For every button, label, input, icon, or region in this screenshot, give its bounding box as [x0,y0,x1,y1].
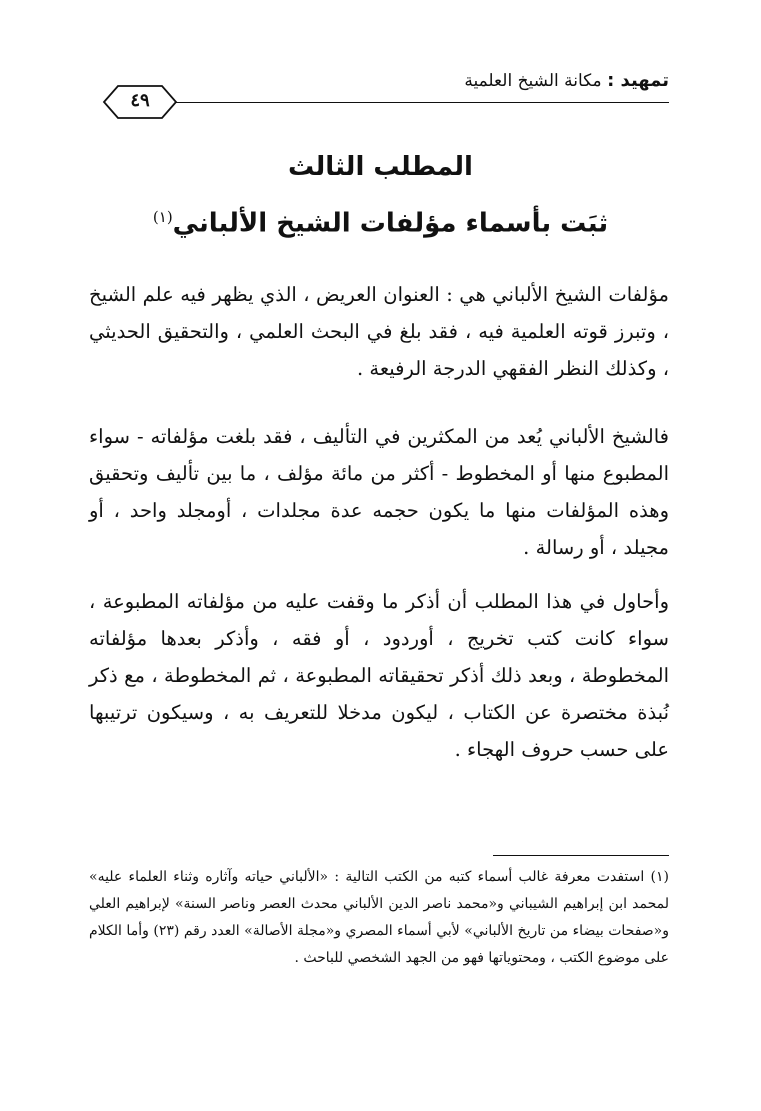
section-title: المطلب الثالث [288,152,473,182]
page-number-frame [100,84,180,120]
paragraph-2: فالشيخ الألباني يُعد من المكثرين في التأليف ، فقد بلغت مؤلفاته - سواء المطبوع منها أو المخطوط - أكثر من مائة مؤلف ، ما بين تأليف وتحقيق وهذه المؤلفات منها ما يكون حجمه عدة مجلدات ، أومجلد واحد ، أو مجيلد ، أو رسالة . [89,425,669,559]
header-section-label: تمهيد : [607,70,669,91]
subtitle-text: ثبَت بأسماء مؤلفات الشيخ الألباني [172,208,609,239]
page-number: ٤٩ [130,90,150,111]
header-rule [170,102,669,103]
footnote-1: (١) استفدت معرفة غالب أسماء كتبه من الكتب التالية : «الألباني حياته وآثاره وثناء العلماء عليه» لمحمد ابن إبراهيم الشيباني و«محمد ناصر الدين الألباني محدث العصر وناصر السنة» لإبراهيم العلي و«صفحات بيضاء من تاريخ الألباني» لأبي أسماء المصري و«مجلة الأصالة» العدد رقم (٢٣) وأما الكلام على موضوع الكتب ، ومحتوياتها فهو من الجهد الشخصي للباحث . [89,869,670,966]
running-header [464,70,669,91]
footnote-reference: (١) [152,208,173,226]
paragraph-3: وأحاول في هذا المطلب أن أذكر ما وقفت عليه من مؤلفاته المطبوعة ، سواء كانت كتب تخريج ، أوردود ، أو فقه ، وأذكر بعدها مؤلفاته المخطوطة ، وبعد ذلك أذكر تحقيقاته المطبوعة ، ثم المخطوطة ، مع ذكر نُبذة مختصرة عن الكتاب ، ليكون مدخلا للتعريف به ، وسيكون ترتيبها على حسب حروف الهجاء . [89,590,669,761]
header-section-title: مكانة الشيخ العلمية [464,71,602,91]
section-subtitle [0,208,761,239]
paragraph-1: مؤلفات الشيخ الألباني هي : العنوان العريض ، الذي يظهر فيه علم الشيخ ، وتبرز قوته العلمية فيه ، فقد بلغ في البحث العلمي ، والتحقيق الحديثي ، وكذلك النظر الفقهي الدرجة الرفيعة . [89,283,669,380]
footnote-separator [493,855,669,856]
